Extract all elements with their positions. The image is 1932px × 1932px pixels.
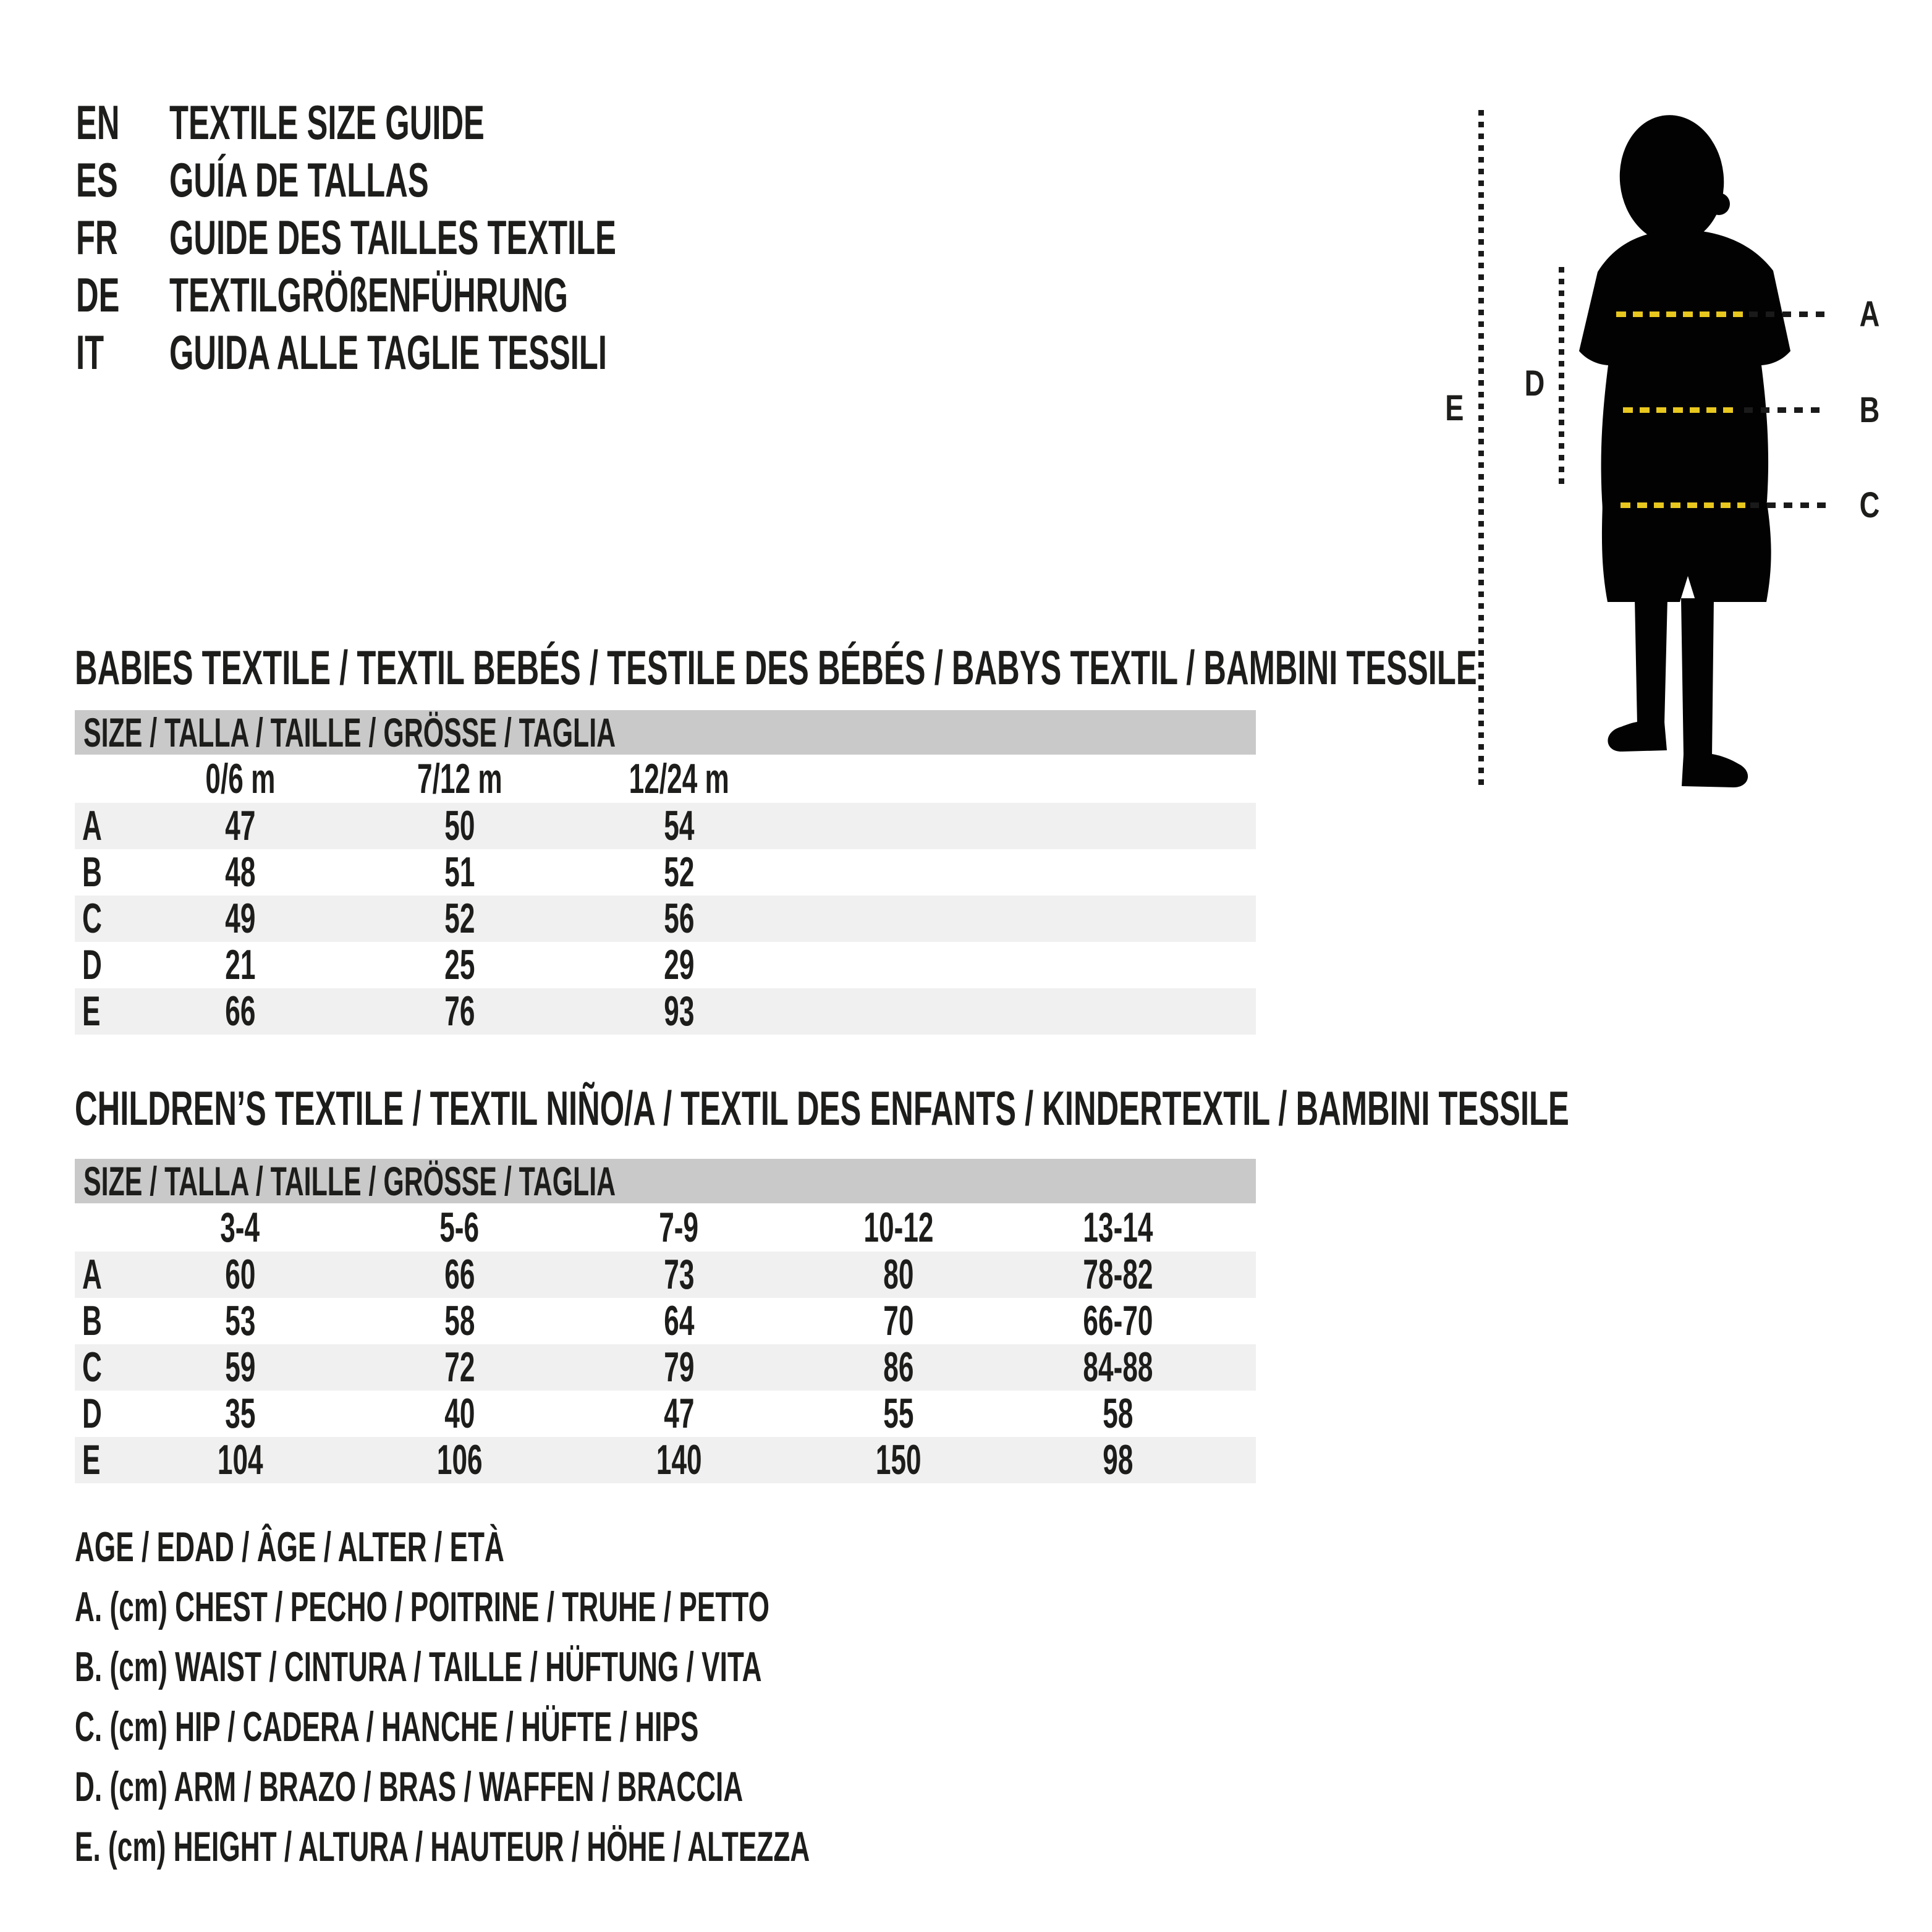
row-label: D [82,941,102,988]
row-label: C [82,895,102,942]
row-label: B [82,1297,102,1344]
table-cell: 66 [444,1251,475,1298]
legend-hip: C. (cm) HIP / CADERA / HANCHE / HÜFTE / HIPS [75,1703,699,1750]
table-cell: 93 [663,988,695,1035]
row-label: E [82,988,101,1035]
lang-code: FR [76,210,118,265]
lang-code: DE [76,268,120,322]
table-cell: 66 [224,988,256,1035]
measure-label-arm: D [1524,363,1545,404]
table-cell: 52 [663,849,695,896]
lang-row-en [0,94,1483,151]
column-header: 10-12 [863,1204,934,1251]
table-row-c [75,896,1256,942]
column-header-empty [75,1203,130,1252]
table-cell: 150 [875,1436,922,1483]
table-cell: 59 [224,1344,256,1391]
table-cell: 21 [224,941,256,988]
table-cell: 80 [883,1251,914,1298]
row-label: C [82,1344,102,1391]
table-cell: 25 [444,941,475,988]
table-cell: 48 [224,849,256,896]
lang-title: TEXTILE SIZE GUIDE [169,95,485,150]
row-label: E [82,1436,101,1483]
table-cell: 54 [663,802,695,849]
table-row-e [75,1437,1256,1483]
children-size-header-bar [75,1159,1256,1203]
table-cell: 106 [436,1436,483,1483]
lang-code: IT [76,325,104,379]
children-size-header-text: SIZE / TALLA / TAILLE / GRÖSSE / TAGLIA [83,1158,616,1204]
column-header: 5-6 [439,1204,480,1251]
table-cell: 55 [883,1390,914,1437]
row-label: A [82,802,102,849]
table-row-d [75,1391,1256,1437]
legend-height: E. (cm) HEIGHT / ALTURA / HAUTEUR / HÖHE / ALTEZZA [75,1823,810,1870]
babies-size-header-bar [75,710,1256,755]
babies-column-header-row [75,755,1256,803]
column-header: 7/12 m [417,755,502,802]
table-cell: 84-88 [1082,1344,1153,1391]
table-cell: 50 [444,802,475,849]
table-cell: 58 [1102,1390,1133,1437]
legend-chest: A. (cm) CHEST / PECHO / POITRINE / TRUHE / PETTO [75,1583,769,1630]
chest-line-yellow-dash [1616,311,1743,317]
table-cell: 40 [444,1390,475,1437]
table-row-a [75,803,1256,849]
table-cell: 56 [663,895,695,942]
column-header: 7-9 [659,1204,699,1251]
table-cell: 51 [444,849,475,896]
table-cell: 66-70 [1082,1297,1153,1344]
table-cell: 73 [663,1251,695,1298]
lang-title: GUÍA DE TALLAS [169,153,429,207]
table-cell: 70 [883,1297,914,1344]
table-row-b [75,849,1256,896]
table-cell: 78-82 [1082,1251,1153,1298]
legend-age: AGE / EDAD / ÂGE / ALTER / ETÀ [75,1523,504,1570]
table-cell: 49 [224,895,256,942]
hip-line-black-dash [1750,502,1826,508]
legend-waist: B. (cm) WAIST / CINTURA / TAILLE / HÜFTUNG / VITA [75,1643,762,1690]
arm-measure-dotted-line [1559,267,1564,487]
table-cell: 86 [883,1344,914,1391]
babies-section-title: BABIES TEXTILE / TEXTIL BEBÉS / TESTILE DES BÉBÉS / BABYS TEXTIL / BAMBINI TESSILE [75,640,1477,695]
column-header: 13-14 [1082,1204,1153,1251]
children-section-title: CHILDREN’S TEXTILE / TEXTIL NIÑO/A / TEXTIL DES ENFANTS / KINDERTEXTIL / BAMBINI TESSILE [75,1081,1569,1135]
row-label: D [82,1390,102,1437]
table-cell: 104 [217,1436,263,1483]
table-row-a [75,1252,1256,1298]
children-column-header-row [75,1203,1256,1252]
column-header: 0/6 m [205,755,276,802]
children-size-table [75,1203,1256,1483]
table-cell: 47 [663,1390,695,1437]
row-label: A [82,1251,102,1298]
lang-code: ES [76,153,118,207]
table-cell: 35 [224,1390,256,1437]
chest-line-black-dash [1749,311,1826,317]
lang-title: TEXTILGRÖßENFÜHRUNG [169,268,568,322]
table-row-c [75,1344,1256,1391]
table-cell: 76 [444,988,475,1035]
measure-label-chest: A [1859,294,1880,334]
lang-row-de [0,266,1483,324]
waist-line-yellow-dash [1623,407,1739,413]
hip-line-yellow-dash [1621,502,1745,508]
legend-arm: D. (cm) ARM / BRAZO / BRAS / WAFFEN / BRACCIA [75,1763,744,1810]
measure-label-hip: C [1859,485,1880,525]
babies-size-table [75,755,1256,1035]
table-cell: 140 [656,1436,702,1483]
table-cell: 47 [224,802,256,849]
column-header: 3-4 [220,1204,260,1251]
waist-line-black-dash [1744,407,1826,413]
table-cell: 58 [444,1297,475,1344]
measure-label-height: E [1444,388,1464,428]
table-row-d [75,942,1256,988]
table-cell: 60 [224,1251,256,1298]
table-cell: 52 [444,895,475,942]
measure-label-waist: B [1859,390,1880,430]
lang-row-fr [0,209,1483,266]
child-silhouette [1573,106,1795,792]
table-cell: 29 [663,941,695,988]
table-cell: 98 [1102,1436,1133,1483]
lang-title: GUIDE DES TAILLES TEXTILE [169,210,617,265]
table-row-e [75,988,1256,1035]
table-cell: 79 [663,1344,695,1391]
table-cell: 64 [663,1297,695,1344]
table-cell: 53 [224,1297,256,1344]
column-header-empty [75,755,130,803]
lang-title: GUIDA ALLE TAGLIE TESSILI [169,325,607,379]
lang-row-it [0,324,1483,381]
column-header: 12/24 m [629,755,729,802]
table-cell: 72 [444,1344,475,1391]
row-label: B [82,849,102,896]
lang-row-es [0,151,1483,209]
babies-size-header-text: SIZE / TALLA / TAILLE / GRÖSSE / TAGLIA [83,710,616,755]
table-row-b [75,1298,1256,1344]
lang-code: EN [76,95,120,150]
